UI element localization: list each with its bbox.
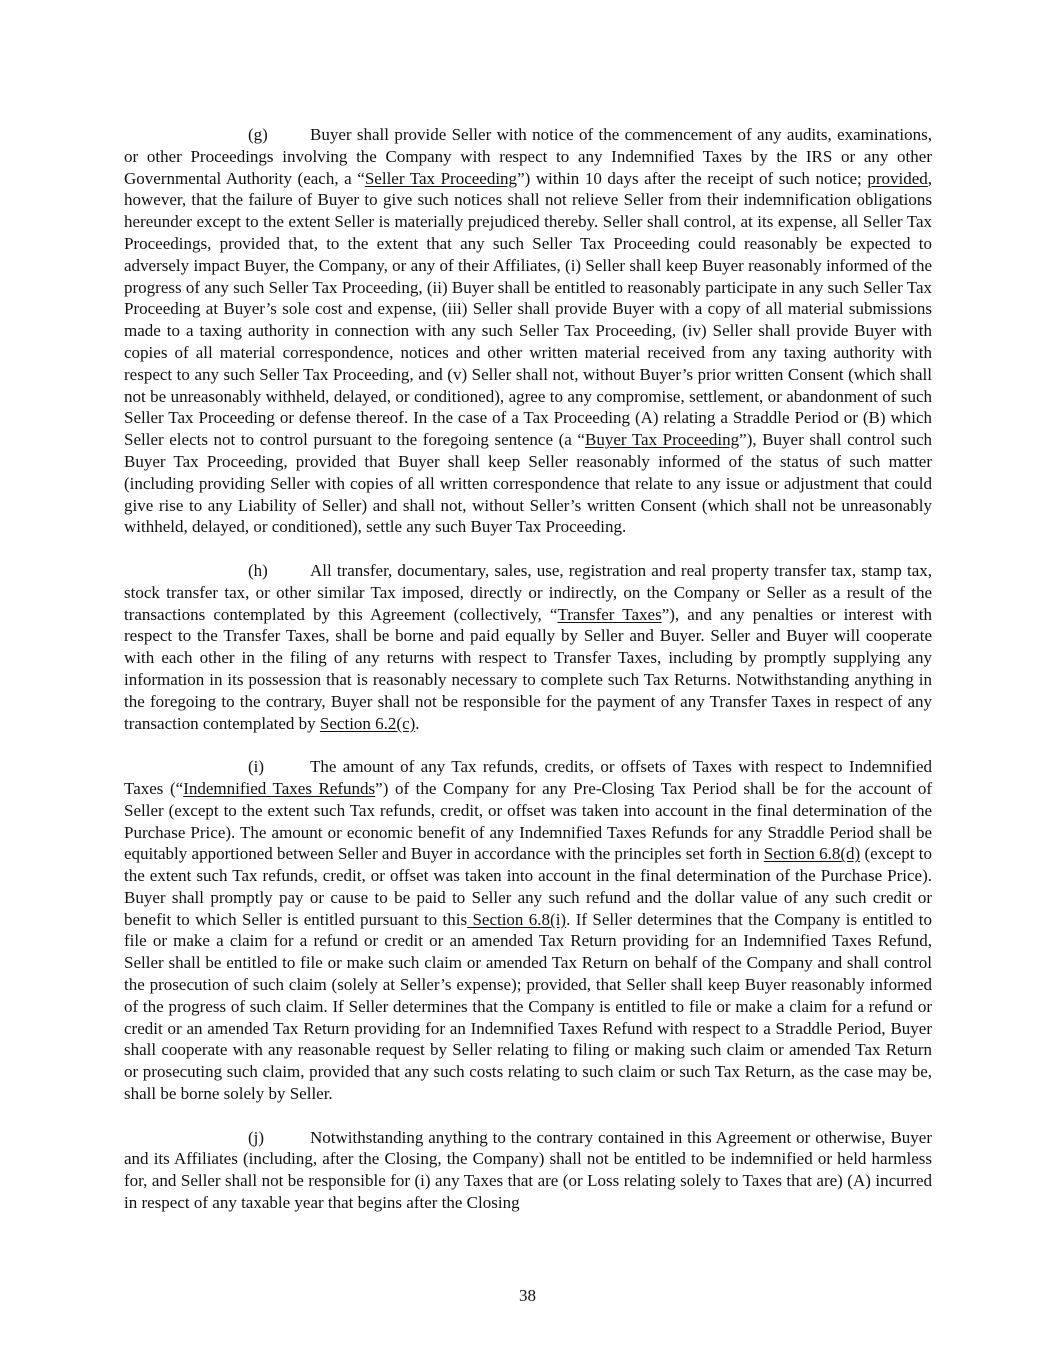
section-i-text-1: The amount of any Tax refunds, credits, or offsets of Taxes with respect to Indemnified Taxes (“ xyxy=(124,757,932,798)
defined-term-seller-tax-proceeding: Seller Tax Proceeding xyxy=(364,168,518,188)
section-g-paragraph xyxy=(124,124,932,538)
section-i-text-2: ”) of the Company for any Pre-Closing Tax Period shall be for the account of Seller (except to the extent such Tax refunds, credit, or offset was taken into account in the final determination of the Purchase Price). The amount or economic benefit of any Indemnified Taxes Refunds for any Straddle Period shall be equitably apportioned between Seller and Buyer in accordance with the principles set forth in xyxy=(124,778,933,864)
defined-term-transfer-taxes: Transfer Taxes xyxy=(557,604,662,624)
section-g-text-4: ”), Buyer shall control such Buyer Tax Proceeding, provided that Buyer shall keep Seller reasonably informed of the status of such matter (including providing Seller with copies of all written correspondence that relate to any issue or adjustment that could give rise to any Liability of Seller) and shall not, without Seller’s written Consent (which shall not be unreasonably withheld, delayed, or conditioned), settle any such Buyer Tax Proceeding. xyxy=(124,430,932,537)
defined-term-buyer-tax-proceeding: Buyer Tax Proceeding xyxy=(584,430,740,450)
section-g-text-3: , however, that the failure of Buyer to give such notices shall not relieve Seller from their indemnification obligations hereunder except to the extent Seller is materially prejudiced thereby. Seller shall control, at its expense, all Seller Tax Proceedings, provided that, to the extent that any such Seller Tax Proceeding could reasonably be expected to adversely impact Buyer, the Company, or any of their Affiliates, (i) Seller shall keep Buyer reasonably informed of the progress of any such Seller Tax Proceeding, (ii) Buyer shall be entitled to reasonably participate in any such Seller Tax Proceeding at Buyer’s sole cost and expense, (iii) Seller shall provide Buyer with a copy of all material submissions made to a taxing authority in connection with any such Seller Tax Proceeding, (iv) Seller shall provide Buyer with copies of all material correspondence, notices and other written material received from any taxing authority with respect to any such Seller Tax Proceeding, and (v) Seller shall not, without Buyer’s prior written Consent (which shall not be unreasonably withheld, delayed, or conditioned), agree to any compromise, settlement, or abandonment of such Seller Tax Proceeding or defense thereof. In the case of a Tax Proceeding (A) relating a Straddle Period or (B) which Seller elects not to control pursuant to the foregoing sentence (a “ xyxy=(124,168,932,450)
section-h-text-3: . xyxy=(415,713,420,733)
section-i-text-4: . If Seller determines that the Company is entitled to file or make a claim for a refund or credit or an amended Tax Return providing for an Indemnified Taxes Refund, Seller shall be entitled to file or make such claim or amended Tax Return on behalf of the Company and shall control the prosecution of such claim (solely at Seller’s expense); provided, that Seller shall keep Buyer reasonably informed of the progress of such claim. If Seller determines that the Company is entitled to file or make a claim for a refund or credit or an amended Tax Return providing for an Indemnified Taxes Refund with respect to a Straddle Period, Buyer shall cooperate with any reasonable request by Seller relating to filing or making such claim or amended Tax Return or prosecuting such claim, provided that any such costs relating to such claim or such Tax Return, as the case may be, shall be borne solely by Seller. xyxy=(124,909,932,1104)
section-g-label: (g) xyxy=(248,125,268,144)
document-page xyxy=(124,124,932,1236)
section-reference-6-8-i[interactable]: Section 6.8(i) xyxy=(467,909,567,929)
section-h-text-1: All transfer, documentary, sales, use, registration and real property transfer tax, stamp tax, stock transfer tax, or other similar Tax imposed, directly or indirectly, on the Company or Seller as a result of the transactions contemplated by this Agreement (collectively, “ xyxy=(124,560,932,624)
section-g-text-1: Buyer shall provide Seller with notice of the commencement of any audits, examinations, or other Proceedings involving the Company with respect to any Indemnified Taxes by the IRS or any other Governmental Authority (each, a “ xyxy=(124,125,932,188)
section-reference-6-8-d[interactable]: Section 6.8(d) xyxy=(763,844,861,864)
section-h-paragraph xyxy=(124,560,932,734)
section-i-text-3: (except to the extent such Tax refunds, credit, or offset was taken into account in the final determination of the Purchase Price). Buyer shall promptly pay or cause to be paid to Seller any such refund and the dollar value of any such credit or benefit to which Seller is entitled pursuant to this xyxy=(124,844,932,929)
section-j-text-1: Notwithstanding anything to the contrary contained in this Agreement or otherwise, Buyer and its Affiliates (including, after the Closing, the Company) shall not be entitled to be indemnified or held harmless for, and Seller shall not be responsible for (i) any Taxes that are (or Loss relating solely to Taxes that are) (A) incurred in respect of any taxable year that begins after the Closing xyxy=(124,1127,932,1213)
term-provided: provided xyxy=(867,168,928,188)
section-h-label: (h) xyxy=(248,560,268,580)
section-i-label: (i) xyxy=(248,757,265,777)
section-j-label: (j) xyxy=(248,1127,265,1147)
section-g-text-2: ”) within 10 days after the receipt of such notice; xyxy=(517,168,868,188)
section-reference-6-2-c[interactable]: Section 6.2(c) xyxy=(319,713,416,733)
defined-term-indemnified-taxes-refunds: Indemnified Taxes Refunds xyxy=(183,778,376,798)
page-number: 38 xyxy=(519,1286,536,1305)
section-i-paragraph xyxy=(124,756,932,1105)
section-j-paragraph xyxy=(124,1127,932,1214)
section-h-text-2: ”), and any penalties or interest with respect to the Transfer Taxes, shall be borne and paid equally by Seller and Buyer. Seller and Buyer will cooperate with each other in the filing of any returns with respect to Transfer Taxes, including by promptly supplying any information in its possession that is reasonably necessary to complete such Tax Returns. Notwithstanding anything in the foregoing to the contrary, Buyer shall not be responsible for the payment of any Transfer Taxes in respect of any transaction contemplated by xyxy=(124,604,932,733)
